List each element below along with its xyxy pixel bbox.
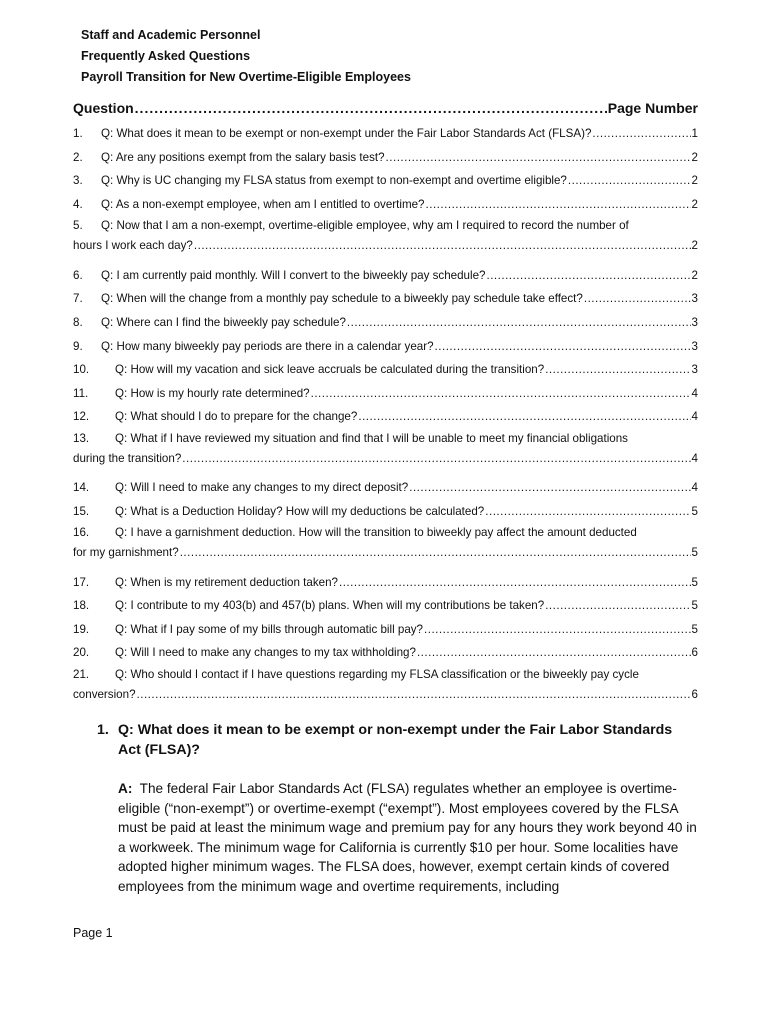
- answer-label: A:: [118, 781, 133, 796]
- table-of-contents: [73, 100, 698, 712]
- toc-item-page: 5: [691, 546, 698, 560]
- toc-item-question: Q: When will the change from a monthly pay schedule to a biweekly pay schedule take effect?: [101, 292, 583, 306]
- toc-item[interactable]: [73, 617, 698, 641]
- toc-item[interactable]: [73, 311, 698, 335]
- answer-question-text: Q: What does it mean to be exempt or non-exempt under the Fair Labor Standards Act (FLSA)?: [118, 722, 673, 758]
- toc-item[interactable]: [73, 193, 698, 217]
- toc-item-number: 4.: [73, 198, 83, 212]
- toc-item-leader: [137, 688, 691, 701]
- toc-heading-page-number: Page Number: [607, 100, 698, 116]
- toc-item[interactable]: [73, 169, 698, 193]
- toc-item-number: 12.: [73, 410, 90, 424]
- toc-heading: [73, 100, 698, 122]
- toc-item-question: Q: What if I have reviewed my situation and find that I will be unable to meet my financial obligations: [115, 431, 628, 445]
- toc-item-page: 2: [691, 268, 698, 282]
- toc-item-number: 10.: [73, 363, 90, 377]
- toc-item[interactable]: [73, 146, 698, 170]
- toc-item[interactable]: [73, 287, 698, 311]
- toc-item-page: 4: [691, 451, 698, 465]
- toc-item-question: Q: Why is UC changing my FLSA status from exempt to non-exempt and overtime eligible?: [101, 174, 567, 188]
- toc-item-question: Q: Will I need to make any changes to my direct deposit?: [115, 481, 409, 495]
- header-line-1: Staff and Academic Personnel: [81, 28, 261, 42]
- toc-item-page: 3: [691, 363, 698, 377]
- toc-list: [73, 122, 698, 712]
- toc-item-leader: [485, 505, 690, 518]
- toc-item-leader: [386, 151, 691, 164]
- toc-item-question: Q: As a non-exempt employee, when am I entitled to overtime?: [101, 198, 425, 212]
- toc-item[interactable]: [73, 570, 698, 594]
- toc-item-leader: [435, 340, 691, 353]
- toc-item-question: Q: How will my vacation and sick leave accruals be calculated during the transition?: [115, 363, 545, 377]
- toc-item-leader: [182, 452, 690, 465]
- toc-item-page: 6: [691, 687, 698, 701]
- toc-item-page: 2: [691, 150, 698, 164]
- toc-item-number: 8.: [73, 316, 83, 330]
- toc-item-leader: [424, 623, 691, 636]
- toc-item-question-cont: conversion?: [73, 687, 136, 701]
- toc-item-number: 19.: [73, 622, 90, 636]
- toc-item-question-cont: hours I work each day?: [73, 239, 193, 253]
- toc-item[interactable]: [73, 358, 698, 382]
- toc-item-question-cont: for my garnishment?: [73, 546, 179, 560]
- toc-item-question: Q: I am currently paid monthly. Will I convert to the biweekly pay schedule?: [101, 268, 486, 282]
- page-footer: Page 1: [73, 926, 113, 940]
- toc-item[interactable]: [73, 405, 698, 429]
- toc-item-question: Q: Will I need to make any changes to my tax withholding?: [115, 646, 416, 660]
- toc-item-question: Q: Who should I contact if I have questions regarding my FLSA classification or the biweekly pay cycle: [115, 667, 639, 681]
- toc-item-page: 1: [691, 127, 698, 141]
- toc-item-question: Q: Are any positions exempt from the salary basis test?: [101, 150, 385, 164]
- toc-item-question: Q: Now that I am a non-exempt, overtime-eligible employee, why am I required to record the number of: [101, 219, 629, 233]
- header-line-2: Frequently Asked Questions: [81, 49, 251, 63]
- toc-item-number: 5.: [73, 219, 83, 233]
- toc-item[interactable]: [73, 122, 698, 146]
- toc-item-page: 6: [691, 646, 698, 660]
- toc-item-leader: [545, 599, 690, 612]
- toc-item-leader: [311, 387, 691, 400]
- toc-item-page: 3: [691, 292, 698, 306]
- toc-item-number: 21.: [73, 667, 90, 681]
- toc-item-page: 5: [691, 599, 698, 613]
- toc-item-page: 3: [691, 339, 698, 353]
- toc-item-page: 4: [691, 481, 698, 495]
- toc-item-number: 1.: [73, 127, 83, 141]
- toc-item-question: Q: Where can I find the biweekly pay schedule?: [101, 316, 346, 330]
- toc-item-leader: [409, 481, 690, 494]
- toc-item-question: Q: What should I do to prepare for the change?: [115, 410, 358, 424]
- answer-text: The federal Fair Labor Standards Act (FLSA) regulates whether an employee is overtime-eligible (“non-exempt”) or overtime-exempt (“exempt”). Most employees covered by the FLSA must be paid at least the minimum wage and premium pay for any hours they work beyond 40 in a workweek. The minimum wage for California is currently $10 per hour. Some localities have adopted higher minimum wages. The FLSA does, however, exempt certain kinds of covered employees from the minimum wage and overtime requirements, including: [118, 781, 697, 894]
- document-header: [81, 25, 411, 88]
- toc-item-leader: [545, 363, 690, 376]
- toc-item-leader: [417, 646, 691, 659]
- toc-item[interactable]: [73, 665, 698, 712]
- toc-item-number: 16.: [73, 526, 90, 540]
- toc-heading-leader: [135, 100, 607, 116]
- toc-item-page: 3: [691, 316, 698, 330]
- toc-item-page: 2: [691, 239, 698, 253]
- toc-item-number: 9.: [73, 339, 83, 353]
- toc-item[interactable]: [73, 523, 698, 570]
- toc-item-page: 4: [691, 386, 698, 400]
- toc-item-number: 15.: [73, 504, 90, 518]
- toc-item-leader: [347, 316, 691, 329]
- toc-item-leader: [486, 269, 690, 282]
- toc-item-leader: [584, 292, 691, 305]
- toc-item-number: 3.: [73, 174, 83, 188]
- toc-item-question: Q: What if I pay some of my bills through automatic bill pay?: [115, 622, 424, 636]
- header-line-3: Payroll Transition for New Overtime-Eligible Employees: [81, 70, 411, 84]
- toc-item-question: Q: What does it mean to be exempt or non-exempt under the Fair Labor Standards Act (FLSA)?: [101, 127, 592, 141]
- toc-item-question: Q: How is my hourly rate determined?: [115, 386, 310, 400]
- toc-item-page: 2: [691, 198, 698, 212]
- toc-item-page: 5: [691, 504, 698, 518]
- toc-item-page: 5: [691, 575, 698, 589]
- toc-item-question: Q: What is a Deduction Holiday? How will my deductions be calculated?: [115, 504, 485, 518]
- toc-item-leader: [426, 198, 691, 211]
- toc-item-leader: [592, 127, 690, 140]
- toc-item-page: 2: [691, 174, 698, 188]
- toc-item-question-cont: during the transition?: [73, 451, 182, 465]
- toc-item-number: 2.: [73, 150, 83, 164]
- toc-item[interactable]: [73, 264, 698, 288]
- toc-item-number: 6.: [73, 268, 83, 282]
- toc-item-question: Q: When is my retirement deduction taken?: [115, 575, 338, 589]
- toc-item[interactable]: [73, 641, 698, 665]
- toc-item-leader: [568, 174, 691, 187]
- toc-item-leader: [180, 546, 691, 559]
- toc-item-leader: [339, 576, 691, 589]
- toc-item-number: 20.: [73, 646, 90, 660]
- toc-item-number: 17.: [73, 575, 90, 589]
- toc-item-number: 14.: [73, 481, 90, 495]
- toc-item[interactable]: [73, 334, 698, 358]
- toc-item-number: 7.: [73, 292, 83, 306]
- toc-item[interactable]: [73, 476, 698, 500]
- answer-question-heading: [97, 720, 697, 760]
- toc-item-question: Q: I have a garnishment deduction. How will the transition to biweekly pay affect the amount deducted: [115, 526, 637, 540]
- answer-body: [118, 779, 697, 896]
- toc-item-number: 11.: [73, 386, 89, 400]
- toc-item-page: 4: [691, 410, 698, 424]
- toc-item-number: 18.: [73, 599, 90, 613]
- toc-heading-question: Question: [73, 100, 134, 116]
- toc-item-leader: [358, 410, 690, 423]
- toc-item-question: Q: How many biweekly pay periods are there in a calendar year?: [101, 339, 434, 353]
- toc-item-question: Q: I contribute to my 403(b) and 457(b) plans. When will my contributions be taken?: [115, 599, 545, 613]
- toc-item[interactable]: [73, 500, 698, 524]
- toc-item[interactable]: [73, 382, 698, 406]
- answer-question-number: 1.: [97, 722, 109, 738]
- toc-item-number: 13.: [73, 431, 90, 445]
- toc-item[interactable]: [73, 216, 698, 263]
- toc-item[interactable]: [73, 429, 698, 476]
- toc-item-page: 5: [691, 622, 698, 636]
- answer-section-1: [97, 720, 697, 896]
- toc-item[interactable]: [73, 594, 698, 618]
- toc-item-leader: [194, 239, 691, 252]
